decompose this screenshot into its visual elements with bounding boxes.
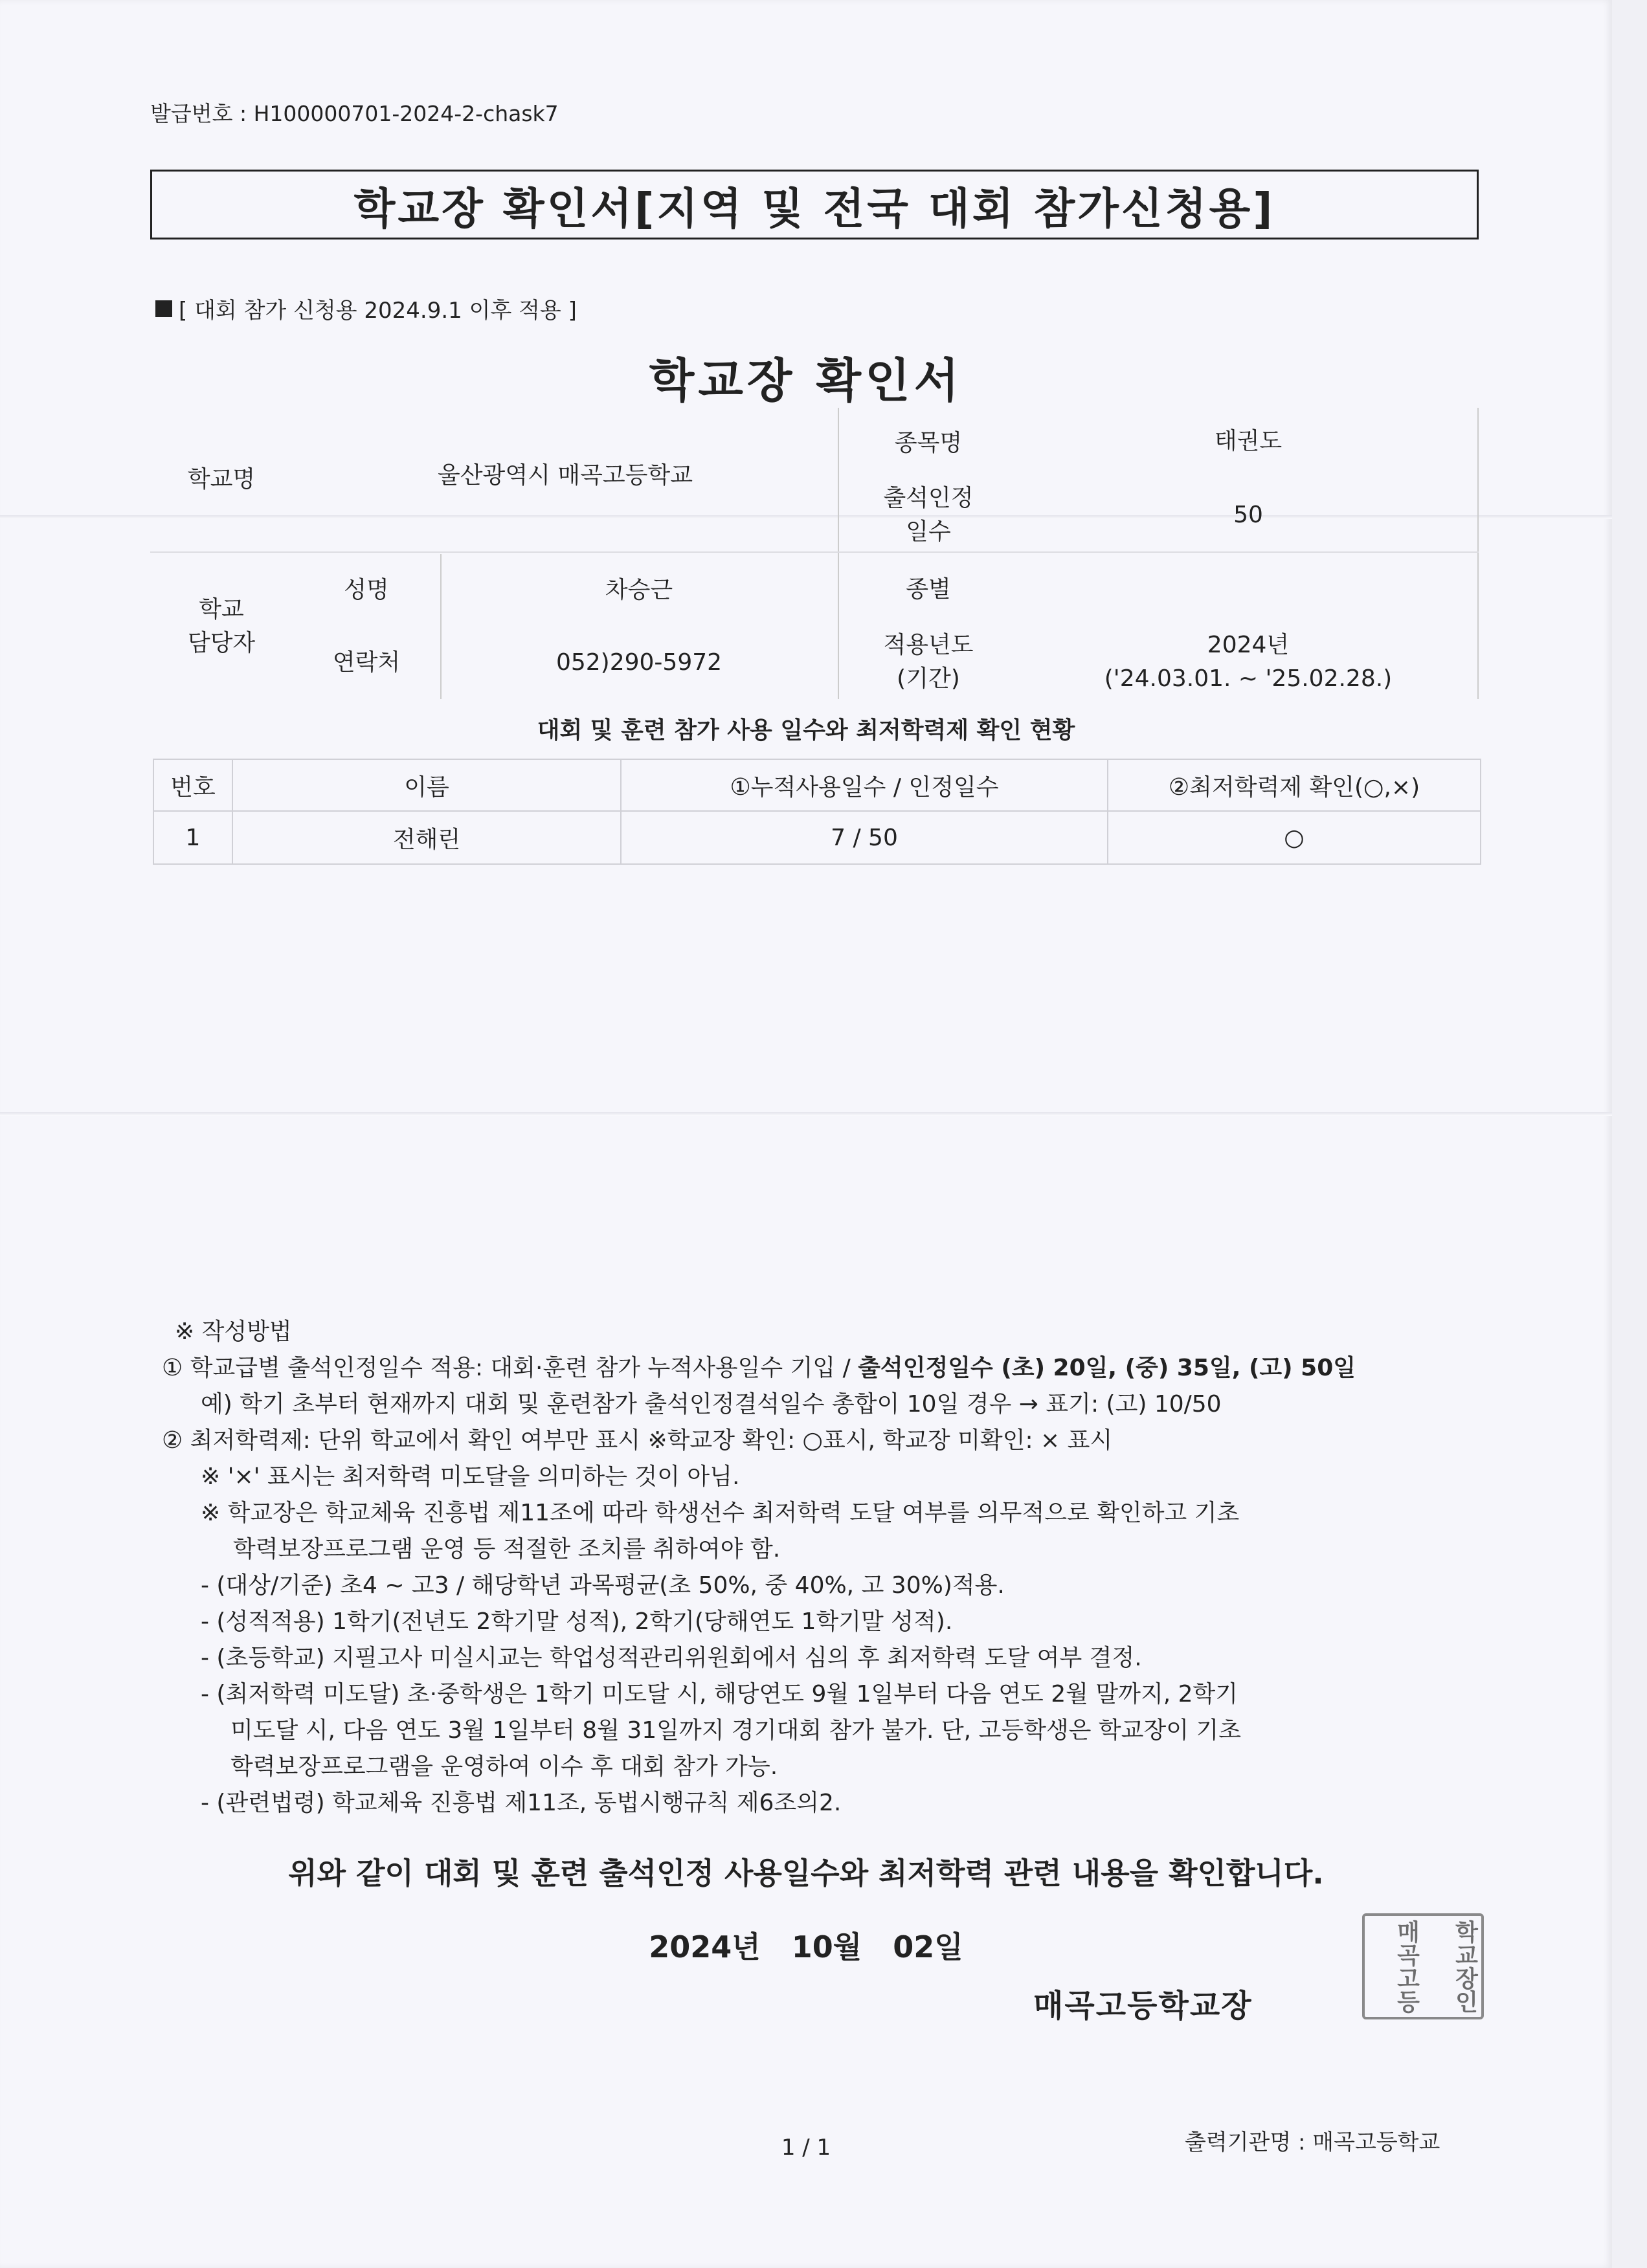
attend-label: 출석인정 일수 [883,484,974,545]
table-row [153,811,1481,864]
header-days: ①누적사용일수 / 인정일수 [621,759,1108,811]
notice-line [155,293,577,324]
year-value: 2024년 ('24.03.01. ~ '25.02.28.) [1104,631,1393,692]
principal-signature: 매곡고등학교장 [1033,1988,1253,2024]
table-header-row [153,759,1481,811]
sport-value: 태권도 [1214,427,1283,454]
instruction-line: ① 학교급별 출석인정일수 적용: 대회·훈련 참가 누적사용일수 기입 / 출석인정일수 (초) 20일, (중) 35일, (고) 50일 [162,1355,1356,1381]
row-name: 전해린 [232,811,621,864]
row-number: 1 [153,811,232,864]
confirmation-statement: 위와 같이 대회 및 훈련 출석인정 사용일수와 최저학력 관련 내용을 확인합니다. [288,1856,1324,1891]
instruction-line: - (초등학교) 지필고사 미실시교는 학업성적관리위원회에서 심의 후 최저학력 도달 여부 결정. [201,1645,1142,1671]
sport-label: 종목명 [894,429,963,456]
header-name: 이름 [232,759,621,811]
subtitle: 학교장 확인서 [649,353,963,408]
instruction-line: 학력보장프로그램을 운영하여 이수 후 대회 참가 가능. [230,1753,778,1780]
issue-number: 발급번호 : H100000701-2024-2-chask7 [150,101,559,126]
name-value: 차승근 [605,576,673,603]
notice-text: [ 대회 참가 신청용 2024.9.1 이후 적용 ] [179,298,577,324]
paper-fold-line [0,1112,1612,1116]
school-value: 울산광역시 매곡고등학교 [438,461,693,489]
header-number: 번호 [153,759,232,811]
contact-value: 052)290-5972 [555,649,723,676]
instructions-heading: ※ 작성방법 [175,1318,292,1345]
instruction-line: 학력보장프로그램 운영 등 적절한 조치를 취하여야 함. [233,1536,781,1562]
type-value [1019,554,1477,625]
square-bullet-icon [155,300,172,317]
name-label: 성명 [344,576,389,603]
type-label: 종별 [906,575,951,603]
issue-date: 2024년 10월 02일 [649,1929,963,1964]
instruction-line: ※ 학교장은 학교체육 진흥법 제11조에 따라 학생선수 최저학력 도달 여부를 의무적으로 확인하고 기초 [201,1500,1240,1526]
instruction-line: ② 최저학력제: 단위 학교에서 확인 여부만 표시 ※학교장 확인: ○표시, 학교장 미확인: × 표시 [162,1427,1113,1454]
instruction-line: - (최저학력 미도달) 초·중학생은 1학기 미도달 시, 해당연도 9월 1일부터 다음 연도 2월 말까지, 2학기 [201,1681,1238,1707]
table-caption: 대회 및 훈련 참가 사용 일수와 최저학력제 확인 현황 [537,717,1075,744]
page-number: 1 / 1 [781,2135,831,2161]
instruction-line: - (관련법령) 학교체육 진흥법 제11조, 동법시행규칙 제6조의2. [201,1790,842,1816]
instruction-line: 미도달 시, 다음 연도 3월 1일부터 8월 31일까지 경기대회 참가 불가. 단, 고등학생은 학교장이 기초 [230,1717,1241,1744]
score-table [153,759,1481,865]
row-days: 7 / 50 [621,811,1108,864]
main-title: 학교장 확인서[지역 및 전국 대회 참가신청용] [150,170,1479,239]
instruction-line: - (대상/기준) 초4 ~ 고3 / 해당학년 과목평균(초 50%, 중 40%, 고 30%)적용. [201,1572,1005,1599]
header-min-achievement: ②최저학력제 확인(○,×) [1108,759,1481,811]
instruction-line: - (성적적용) 1학기(전년도 2학기말 성적), 2학기(당해연도 1학기말 성적). [201,1608,953,1635]
printer-institution: 출력기관명 : 매곡고등학교 [1185,2129,1440,2155]
instructions [162,1314,1356,1821]
attend-value: 50 [1233,501,1263,528]
contact-label: 연락처 [332,649,401,676]
row-min-achievement: ○ [1108,811,1481,864]
instruction-line: 예) 학기 초부터 현재까지 대회 및 훈련참가 출석인정결석일수 총합이 10일 경우 → 표기: (고) 10/50 [201,1391,1222,1418]
school-label: 학교명 [187,465,256,493]
staff-label: 학교 담당자 [187,595,256,656]
year-label: 적용년도 (기간) [883,631,974,692]
instruction-line: ※ '×' 표시는 최저학력 미도달을 의미하는 것이 아님. [201,1463,740,1490]
official-seal-stamp: 매곡고등 학교장인 [1362,1913,1484,2019]
info-table [150,408,1479,699]
